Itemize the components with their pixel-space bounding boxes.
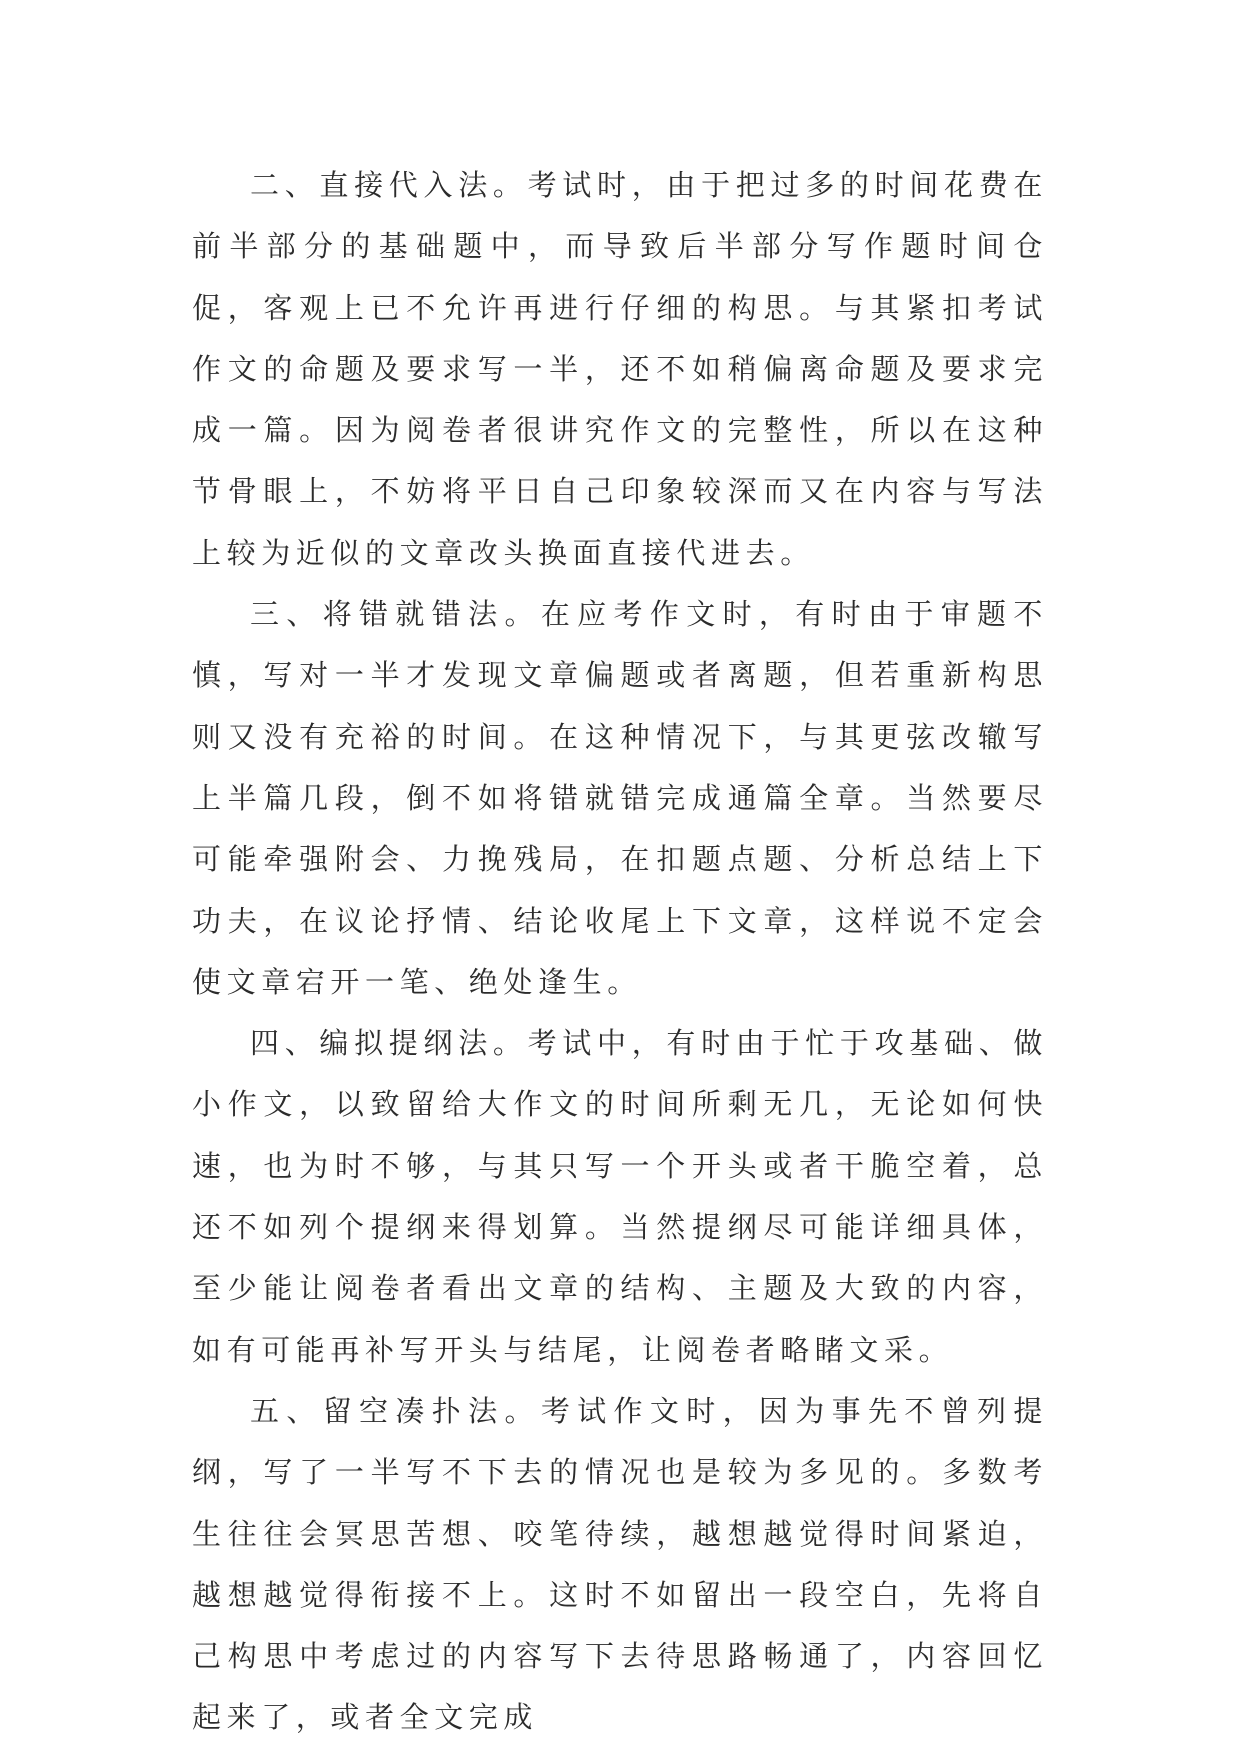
document-body	[192, 155, 1048, 1749]
paragraph-leave-blank-method: 五、留空凑扑法。考试作文时，因为事先不曾列提纲，写了一半写不下去的情况也是较为多见的。多数考生往往会冥思苦想、咬笔待续，越想越觉得时间紧迫，越想越觉得衔接不上。这时不如留出一段空白，先将自己构思中考虑过的内容写下去待思路畅通了，内容回忆起来了，或者全文完成	[192, 1393, 1048, 1735]
paragraph-outline-method: 四、编拟提纲法。考试中，有时由于忙于攻基础、做小作文，以致留给大作文的时间所剩无几，无论如何快速，也为时不够，与其只写一个开头或者干脆空着，总还不如列个提纲来得划算。当然提纲尽可能详细具体，至少能让阅卷者看出文章的结构、主题及大致的内容，如有可能再补写开头与结尾，让阅卷者略睹文采。	[192, 1026, 1048, 1367]
paragraph-direct-substitution: 二、直接代入法。考试时，由于把过多的时间花费在前半部分的基础题中，而导致后半部分写作题时间仓促，客观上已不允许再进行仔细的构思。与其紧扣考试作文的命题及要求写一半，还不如稍偏离命题及要求完成一篇。因为阅卷者很讲究作文的完整性，所以在这种节骨眼上，不妨将平日自己印象较深而又在内容与写法上较为近似的文章改头换面直接代进去。	[192, 168, 1048, 570]
paragraph-make-the-best-of-mistakes: 三、将错就错法。在应考作文时，有时由于审题不慎，写对一半才发现文章偏题或者离题，但若重新构思则又没有充裕的时间。在这种情况下，与其更弦改辙写上半篇几段，倒不如将错就错完成通篇全章。当然要尽可能牵强附会、力挽残局，在扣题点题、分析总结上下功夫，在议论抒情、结论收尾上下文章，这样说不定会使文章宕开一笔、绝处逢生。	[192, 597, 1048, 999]
